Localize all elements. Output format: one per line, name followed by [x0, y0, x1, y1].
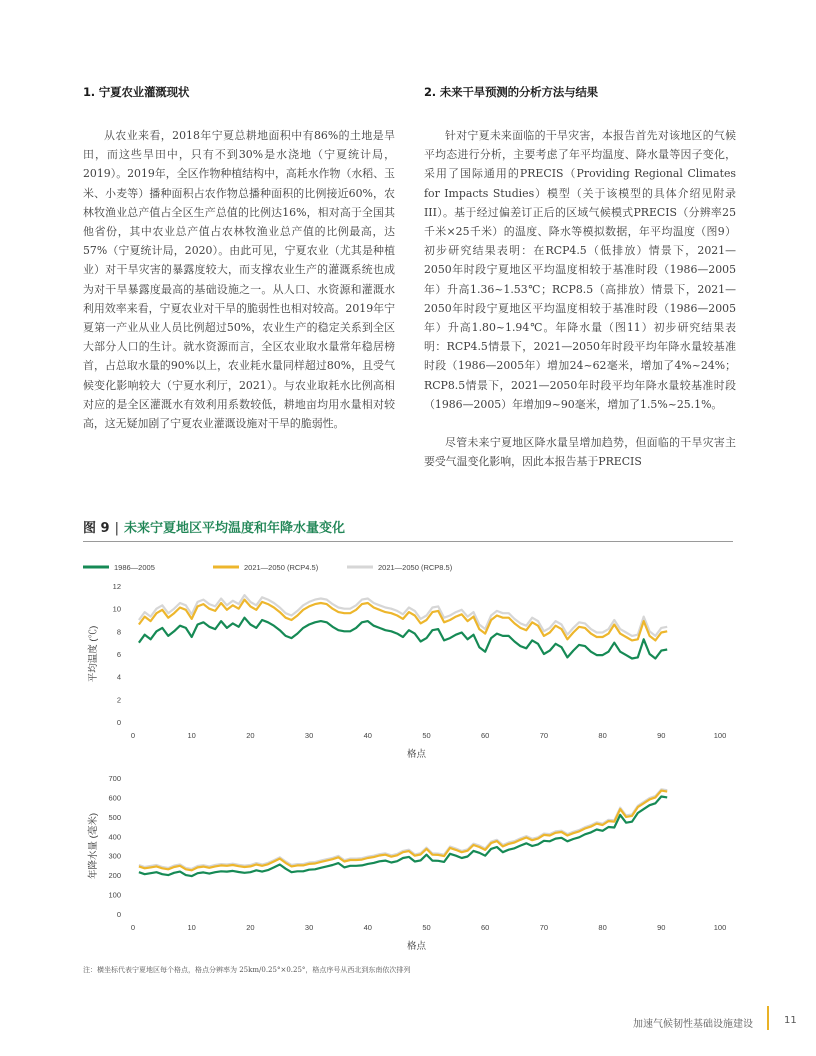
y-tick-label: 200 [108, 871, 121, 881]
series-line-rcp45 [139, 600, 667, 641]
legend-label-baseline: 1986—2005 [114, 563, 155, 572]
x-tick-label: 10 [187, 923, 196, 932]
y-axis-label: 年降水量 (毫米) [88, 813, 99, 879]
x-axis-label: 格点 [406, 941, 427, 952]
x-tick-label: 60 [481, 731, 490, 740]
y-tick-label: 10 [112, 604, 121, 614]
y-tick-label: 400 [108, 832, 121, 842]
page-number: 11 [784, 1015, 797, 1026]
x-tick-label: 20 [246, 731, 255, 740]
x-tick-label: 40 [363, 923, 372, 932]
figure-separator: | [114, 521, 119, 536]
x-tick-label: 90 [657, 731, 666, 740]
y-tick-label: 6 [116, 650, 121, 659]
series-line-baseline [139, 618, 667, 659]
x-tick-label: 70 [539, 923, 549, 932]
paragraph: 从农业来看，2018年宁夏总耕地面积中有86%的土地是旱田，而这些旱田中，只有不到30%是水浇地（宁夏统计局，2019）。2019年，全区作物种植结构中，高耗水作物（水稻、玉米、小麦等）播种面积占农作物总播种面积的比例接近60%，农林牧渔业总产值占全区生产总值的比例达16%，相对高于全国其他省份，其中农业总产值占农林牧渔业总产值的比例最高，达57%（宁夏统计局，2020）。由此可见，宁夏农业（尤其是种植业）对干旱灾害的暴露度较大，而支撑农业生产的灌溉系统也成为对干旱暴露度最高的基础设施之一。从人口、水资源和灌溉水利用效率来看，宁夏农业对干旱的脆弱性也相对较高。2019年宁夏第一产业从业人员比例超过50%，农业生产的稳定关系到全区大部分人口的生计。就水资源而言，全区农业取水量常年稳居榜首，占总取水量的90%以上，农业耗水量同样超过80%，且受气候变化影响较大（宁夏水利厅，2021）。与农业取耗水比例高相对应的是全区灌溉水有效利用系数较低，耕地亩均用水量相对较高，这无疑加剧了宁夏农业灌溉设施对干旱的脆弱性。 [83, 129, 395, 431]
temperature-chart [87, 582, 726, 760]
y-tick-label: 0 [116, 910, 121, 919]
x-axis-label: 格点 [406, 749, 427, 760]
legend-label-rcp45: 2021—2050 (RCP4.5) [244, 563, 319, 572]
y-tick-label: 700 [108, 774, 121, 783]
legend-label-rcp85: 2021—2050 (RCP8.5) [378, 563, 453, 572]
x-tick-label: 0 [130, 923, 136, 932]
y-tick-label: 12 [112, 582, 121, 591]
footer-divider [767, 1006, 769, 1030]
footer-report-title: 加速气候韧性基础设施建设 [633, 1019, 753, 1030]
y-tick-label: 8 [116, 627, 121, 637]
figure-footnote: 注：横坐标代表宁夏地区每个格点，格点分辨率为 25km/0.25°×0.25°，格点序号从西北到东南依次排列 [83, 966, 411, 974]
y-tick-label: 0 [116, 718, 121, 727]
x-tick-label: 100 [713, 731, 727, 740]
x-tick-label: 80 [598, 731, 607, 740]
x-tick-label: 30 [304, 731, 314, 740]
x-tick-label: 100 [713, 923, 727, 932]
x-tick-label: 60 [481, 923, 490, 932]
x-tick-label: 0 [130, 731, 136, 740]
paragraph: 针对宁夏未来面临的干旱灾害，本报告首先对该地区的气候平均态进行分析，主要考虑了年平均温度、降水量等因子变化，采用了国际通用的PRECIS（Providing Regional Climates for Impacts Studies）模型（关于该模型的具体介绍见附录III）。基于经过偏差订正后的区域气候模式PRECIS（分辨率25千米×25千米）的温度、降水等模拟数据，年平均温度（图9）初步研究结果表明：在RCP4.5（低排放）情景下，2021—2050年时段宁夏地区平均温度相较于基准时段（1986—2005年）升高1.36~1.53℃；RCP8.5（高排放）情景下，2021—2050年时段宁夏地区平均温度相较于基准时段（1986—2005年）升高1.80~1.94℃。年降水量（图11）初步研究结果表明：RCP4.5情景下，2021—2050年时段平均年降水量较基准时段（1986—2005年）增加24~62毫米，增加了4%~24%；RCP8.5情景下，2021—2050年时段平均年降水量较基准时段（1986—2005）年增加9~90毫米，增加了1.5%~25.1%。 [424, 129, 736, 411]
precipitation-chart [87, 774, 726, 952]
x-tick-label: 80 [598, 923, 607, 932]
x-tick-label: 90 [657, 923, 666, 932]
chart-legend [83, 563, 453, 572]
y-tick-label: 300 [108, 851, 121, 861]
section-heading-irrigation: 1. 宁夏农业灌溉现状 [83, 85, 190, 99]
x-tick-label: 50 [422, 923, 431, 932]
figure-caption: 未来宁夏地区平均温度和年降水量变化 [123, 521, 345, 536]
x-tick-label: 30 [304, 923, 314, 932]
x-tick-label: 40 [363, 731, 372, 740]
x-tick-label: 10 [187, 731, 196, 740]
section-heading-drought-method: 2. 未来干旱预测的分析方法与结果 [424, 85, 598, 99]
y-axis-label: 平均温度 (℃) [88, 625, 99, 683]
figure-number: 图 9 [83, 521, 110, 536]
paragraph: 尽管未来宁夏地区降水量呈增加趋势，但面临的干旱灾害主要受气温变化影响，因此本报告基于PRECIS [424, 436, 736, 469]
x-tick-label: 50 [422, 731, 431, 740]
y-tick-label: 600 [108, 793, 121, 803]
y-tick-label: 2 [116, 695, 121, 705]
x-tick-label: 70 [539, 731, 549, 740]
y-tick-label: 4 [116, 672, 121, 682]
x-tick-label: 20 [246, 923, 255, 932]
y-tick-label: 100 [108, 890, 121, 900]
y-tick-label: 500 [108, 812, 121, 822]
